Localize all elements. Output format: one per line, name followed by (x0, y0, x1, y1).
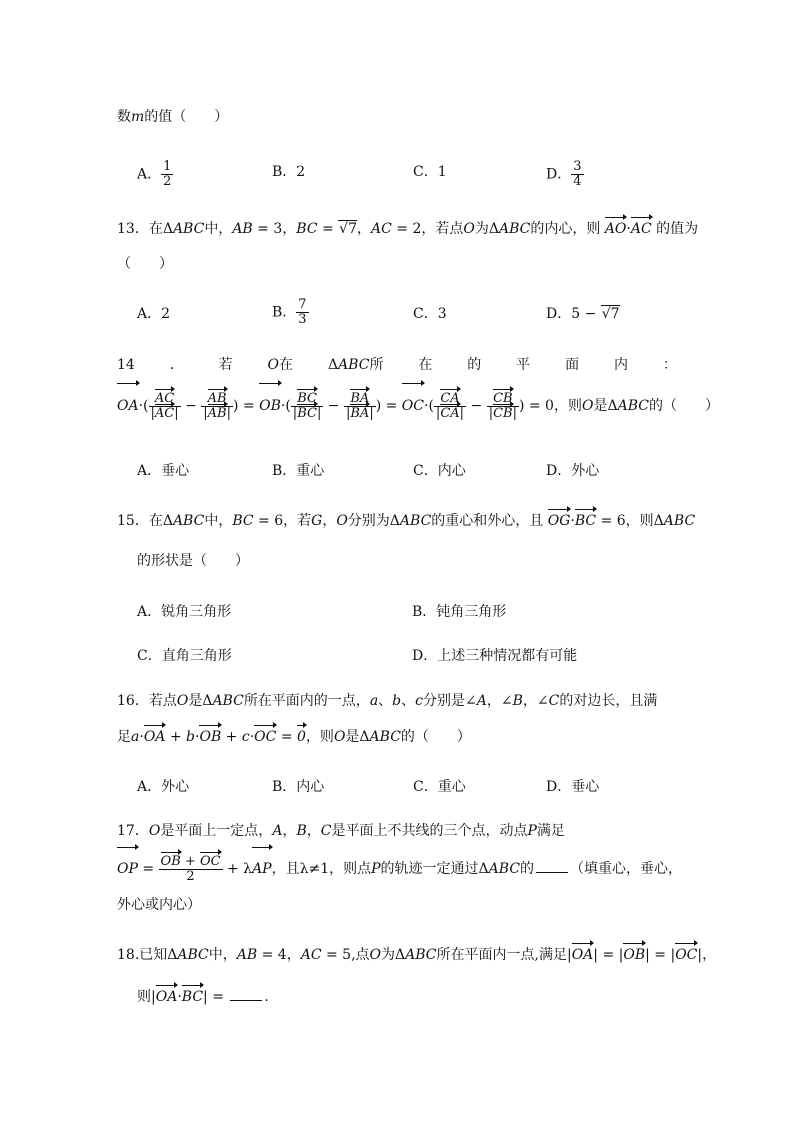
q14-option-c: C．内心 (413, 463, 466, 479)
q14-word: 若 (218, 357, 233, 373)
q14-word: 面 (565, 357, 580, 373)
q16-stem-line2: 足a·OA + b·OB + c·OC = 0，则O是ΔABC的（ ） (117, 729, 471, 745)
q16-option-a: A．外心 (137, 779, 190, 795)
q16-stem: 16．若点O是ΔABC所在平面内的一点，a、b、c分别是∠A，∠B，∠C的对边长，且满 (117, 693, 658, 709)
q18-stem: 18.已知ΔABC中，AB = 4，AC = 5,点O为ΔABC所在平面内一点,满足|OA| = |OB| = |OC|， (117, 947, 717, 963)
q15-stem-line2: 的形状是（ ） (137, 553, 249, 569)
q17-stem-line2: OP = $\frac{OB + OC}{2}$ + λAP，且λ≠1，则点P的轨迹一定通过ΔABC的 （填重心，垂心， (117, 850, 682, 888)
q14-word: 的 (467, 357, 482, 373)
q14-formula: OA·( $\frac{AC}{|AC|}$ − $\frac{AB}{|AB|}$ ) = OB·( $\frac{BC}{|BC|}$ − $\frac{BA}{|BA|}$ ) = OC·( $\frac{CA}{|CA|}$ − $\frac{CB}{|CB|}$ ) = 0，则O是ΔABC的（ ） (117, 386, 719, 426)
q14-stem-line1 (117, 356, 677, 374)
q16-option-b: B．内心 (272, 779, 325, 795)
q18-stem-line2: 则|OA·BC| = . (137, 989, 269, 1005)
q13-paren: （ ） (117, 256, 173, 272)
q15-stem: 15．在ΔABC中，BC = 6，若G，O分别为ΔABC的重心和外心，且 OG·BC = 6，则ΔABC (117, 513, 696, 529)
q14-word: 在 (418, 357, 433, 373)
q16-option-c: C．重心 (413, 779, 466, 795)
q14-option-b: B．重心 (272, 463, 325, 479)
q13-option-b: B． $\frac{7}{3}$ (272, 297, 307, 327)
q14-word: ： (662, 357, 677, 373)
q14-word: 内 (613, 357, 628, 373)
q14-option-d: D．外心 (546, 463, 600, 479)
q15-option-b: B．钝角三角形 (412, 604, 507, 620)
q15-option-a: A．锐角三角形 (137, 604, 232, 620)
q14-word: 平 (516, 357, 531, 373)
q12-option-c: C．1 (413, 164, 447, 180)
q16-option-d: D．垂心 (546, 779, 600, 795)
q17-stem-line3: 外心或内心） (117, 897, 201, 913)
q14-word: ． (169, 357, 184, 373)
q15-option-d: D．上述三种情况都有可能 (412, 648, 578, 664)
q14-option-a: A．垂心 (137, 463, 190, 479)
q13-option-d: D．5 − √7 (546, 306, 620, 322)
q13-option-a: A．2 (137, 306, 171, 322)
q12-option-d: D． $\frac{3}{4}$ (546, 159, 582, 189)
q14-word: ΔABC所 (327, 357, 384, 373)
q14-word: 14 (117, 357, 135, 373)
q13-stem: 13．在ΔABC中，AB = 3，BC = √7，AC = 2，若点O为ΔABC的内心，则 AO·AC 的值为 (117, 221, 699, 237)
q12-option-a: A． $\frac{1}{2}$ (137, 159, 172, 189)
q12-option-b: B．2 (272, 164, 306, 180)
q14-word: O在 (267, 357, 294, 373)
q17-stem: 17．O是平面上一定点，A，B，C是平面上不共线的三个点，动点P满足 (117, 823, 565, 839)
q15-option-c: C．直角三角形 (137, 648, 232, 664)
q13-option-c: C．3 (413, 306, 447, 322)
q12-stem-tail: 数m的值（ ） (117, 109, 229, 125)
